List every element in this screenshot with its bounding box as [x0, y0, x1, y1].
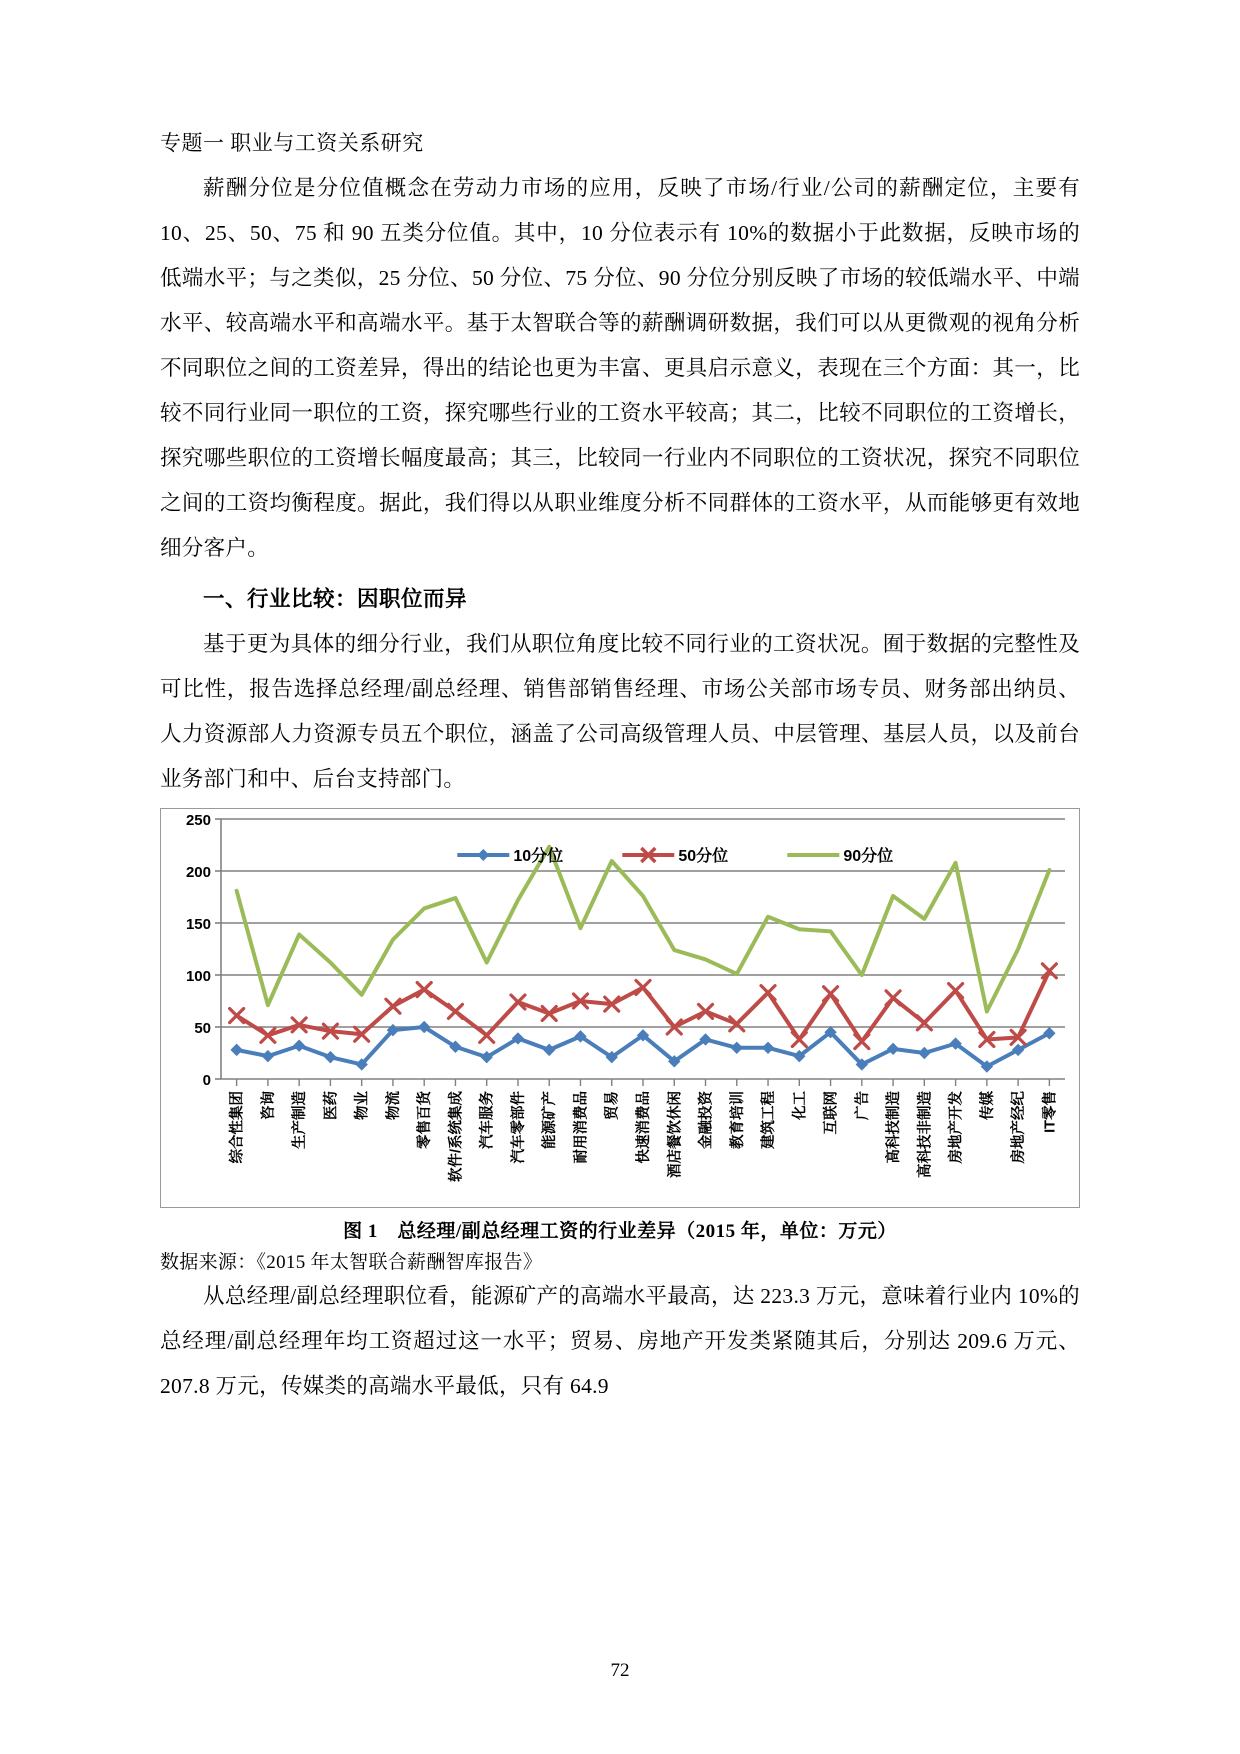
- x-axis-category-label: 能源矿产: [542, 1090, 559, 1149]
- x-axis-category-label: 耐用消费品: [573, 1090, 590, 1163]
- x-axis-category-label: 高科技制造: [886, 1090, 903, 1163]
- x-axis-category-label: 医药: [323, 1090, 340, 1120]
- x-axis-category-label: 综合性集团: [229, 1090, 246, 1163]
- x-axis-category-label: 咨询: [260, 1090, 277, 1120]
- intro-paragraph: 薪酬分位是分位值概念在劳动力市场的应用，反映了市场/行业/公司的薪酬定位，主要有 10、25、50、75 和 90 五类分位值。其中，10 分位表示有 10%的数据小于此数据，反映市场的低端水平；与之类似，25 分位、50 分位、75 分位、90 分位分别反映了市场的较低端水平、中端水平、较高端水平和高端水平。基于太智联合等的薪酬调研数据，我们可以从更微观的视角分析不同职位之间的工资差异，得出的结论也更为丰富、更具启示意义，表现在三个方面：其一，比较不同行业同一职位的工资，探究哪些行业的工资水平较高；其二，比较不同职位的工资增长，探究哪些职位的工资增长幅度最高；其三，比较同一行业内不同职位的工资状况，探究不同职位之间的工资均衡程度。据此，我们得以从职业维度分析不同群体的工资水平，从而能够更有效地细分客户。: [160, 175, 1080, 560]
- y-axis-tick-label: 200: [185, 863, 211, 881]
- x-axis-category-label: 酒店餐饮休闲: [667, 1090, 684, 1178]
- x-axis-category-label: 传媒: [979, 1090, 996, 1120]
- figure-caption: 图 1 总经理/副总经理工资的行业差异（2015 年，单位：万元）: [343, 1220, 897, 1242]
- x-axis-category-label: 化工: [792, 1090, 809, 1120]
- section-heading: 一、行业比较：因职位而异: [203, 586, 468, 611]
- legend-label: 90分位: [843, 847, 894, 865]
- page-title: 专题一 职业与工资关系研究: [160, 131, 424, 155]
- x-axis-category-label: 汽车服务: [479, 1090, 496, 1149]
- x-axis-category-label: 房地产开发: [948, 1090, 965, 1163]
- y-axis-tick-label: 50: [194, 1019, 211, 1037]
- x-axis-category-label: 物业: [354, 1090, 371, 1120]
- legend-label: 10分位: [513, 847, 564, 865]
- x-axis-category-label: 金融投资: [698, 1090, 715, 1149]
- x-axis-category-label: IT零售: [1042, 1090, 1059, 1133]
- x-axis-category-label: 高科技非制造: [917, 1090, 934, 1178]
- y-axis-tick-label: 250: [185, 811, 211, 829]
- x-axis-category-label: 广告: [854, 1090, 871, 1120]
- x-axis-category-label: 生产制造: [292, 1090, 309, 1149]
- section-paragraph: 基于更为具体的细分行业，我们从职位角度比较不同行业的工资状况。囿于数据的完整性及可比性，报告选择总经理/副总经理、销售部销售经理、市场公关部市场专员、财务部出纳员、人力资源部人力资源专员五个职位，涵盖了公司高级管理人员、中层管理、基层人员，以及前台业务部门和中、后台支持部门。: [160, 631, 1080, 791]
- y-axis-tick-label: 100: [185, 967, 211, 985]
- x-axis-category-label: 互联网: [823, 1090, 840, 1134]
- y-axis-tick-label: 150: [185, 915, 211, 933]
- x-axis-category-label: 零售百货: [417, 1090, 434, 1149]
- x-axis-category-label: 快速消费品: [636, 1090, 652, 1163]
- page-number: 72: [610, 1660, 630, 1681]
- x-axis-category-label: 贸易: [604, 1090, 621, 1120]
- figure-source: 数据来源：《2015 年太智联合薪酬智库报告》: [160, 1251, 543, 1273]
- x-axis-category-label: 建筑工程: [761, 1090, 778, 1149]
- line-chart-svg: [161, 809, 1079, 1207]
- x-axis-category-label: 房地产经纪: [1011, 1090, 1028, 1163]
- x-axis-category-label: 软件/系统集成: [448, 1090, 465, 1182]
- x-axis-category-label: 教育培训: [729, 1090, 746, 1149]
- legend-label: 50分位: [678, 847, 729, 865]
- closing-paragraph: 从总经理/副总经理职位看，能源矿产的高端水平最高，达 223.3 万元，意味着行业内 10%的总经理/副总经理年均工资超过这一水平；贸易、房地产开发类紧随其后，分别达 209.6 万元、207.8 万元，传媒类的高端水平最低，只有 64.9: [160, 1283, 1080, 1398]
- figure-chart: [160, 808, 1080, 1208]
- x-axis-category-label: 物流: [385, 1090, 402, 1120]
- y-axis-tick-label: 0: [202, 1071, 211, 1089]
- x-axis-category-label: 汽车零部件: [510, 1090, 527, 1163]
